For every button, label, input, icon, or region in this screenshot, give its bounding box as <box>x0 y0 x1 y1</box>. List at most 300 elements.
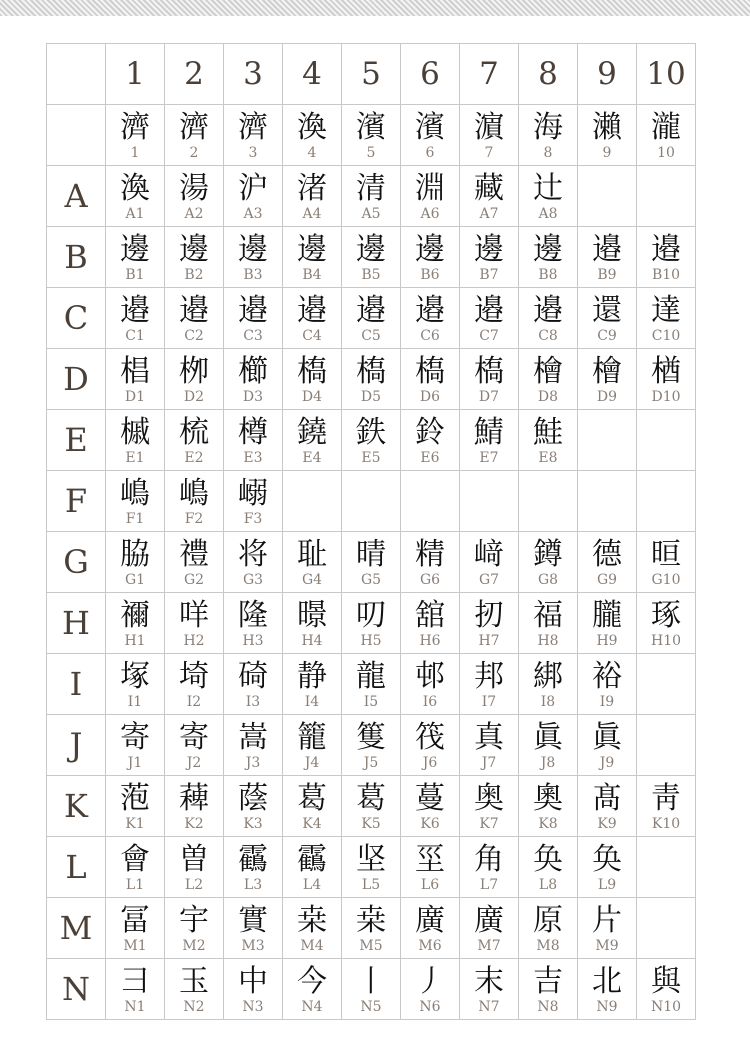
character-glyph: 槗 <box>415 354 445 389</box>
character-glyph: 精 <box>415 537 445 572</box>
character-cell <box>283 288 342 349</box>
character-cell <box>283 776 342 837</box>
character-code: L2 <box>184 877 204 893</box>
character-code: M5 <box>359 938 383 954</box>
character-code: G3 <box>242 572 264 588</box>
character-cell <box>224 227 283 288</box>
character-code: G8 <box>537 572 559 588</box>
character-cell <box>165 898 224 959</box>
character-code: E7 <box>479 450 499 466</box>
character-code: I7 <box>481 694 497 710</box>
character-glyph: 邉 <box>651 232 681 267</box>
character-cell <box>460 288 519 349</box>
character-glyph: 沪 <box>238 171 268 206</box>
character-glyph: 裕 <box>592 659 622 694</box>
character-code: L3 <box>243 877 263 893</box>
character-cell <box>165 837 224 898</box>
character-code: C10 <box>651 328 681 344</box>
character-glyph: 渚 <box>297 171 327 206</box>
character-cell <box>401 471 460 532</box>
character-code: N6 <box>419 999 441 1015</box>
table-row <box>47 593 696 654</box>
character-glyph: 鈴 <box>415 415 445 450</box>
character-glyph: 眞 <box>533 720 563 755</box>
character-code: D2 <box>183 389 205 405</box>
character-cell <box>342 593 401 654</box>
character-glyph: 福 <box>533 598 563 633</box>
character-code: C9 <box>597 328 617 344</box>
character-cell <box>578 471 637 532</box>
character-code: J9 <box>599 755 615 771</box>
character-cell <box>106 959 165 1020</box>
row-header: G <box>47 532 106 593</box>
character-cell <box>165 654 224 715</box>
character-cell <box>106 593 165 654</box>
character-cell <box>224 654 283 715</box>
character-glyph: 邉 <box>592 232 622 267</box>
character-code: G4 <box>301 572 323 588</box>
character-cell <box>637 898 696 959</box>
character-glyph: 蔓 <box>415 781 445 816</box>
character-code: 2 <box>189 145 199 161</box>
character-cell <box>401 715 460 776</box>
character-cell <box>460 959 519 1020</box>
character-glyph: 丨 <box>356 964 386 999</box>
character-cell <box>637 654 696 715</box>
character-glyph: 槗 <box>297 354 327 389</box>
character-code: K8 <box>538 816 558 832</box>
character-cell <box>342 105 401 166</box>
character-glyph: 邨 <box>415 659 445 694</box>
character-cell <box>283 837 342 898</box>
column-header: 2 <box>165 44 224 105</box>
character-glyph: 清 <box>356 171 386 206</box>
character-cell <box>460 410 519 471</box>
character-cell <box>578 349 637 410</box>
character-code: I4 <box>304 694 320 710</box>
character-cell <box>165 410 224 471</box>
character-code: C6 <box>420 328 440 344</box>
character-code: H2 <box>183 633 205 649</box>
character-cell <box>165 349 224 410</box>
character-code: C8 <box>538 328 558 344</box>
character-code: G2 <box>183 572 205 588</box>
character-glyph: 禮 <box>179 537 209 572</box>
character-code: 6 <box>425 145 435 161</box>
character-code: F2 <box>184 511 204 527</box>
character-code: L7 <box>479 877 499 893</box>
character-code: K4 <box>302 816 322 832</box>
character-code: M9 <box>595 938 619 954</box>
character-glyph: 靍 <box>297 842 327 877</box>
character-code: G9 <box>596 572 618 588</box>
character-glyph: 吉 <box>533 964 563 999</box>
character-cell <box>578 105 637 166</box>
character-code: 3 <box>248 145 258 161</box>
character-glyph: 宇 <box>179 903 209 938</box>
character-cell <box>283 166 342 227</box>
character-code: K1 <box>125 816 145 832</box>
character-cell <box>460 349 519 410</box>
character-cell <box>224 837 283 898</box>
character-glyph: 楢 <box>651 354 681 389</box>
character-glyph: 湯 <box>179 171 209 206</box>
character-glyph: 晴 <box>356 537 386 572</box>
character-glyph: 櫛 <box>238 354 268 389</box>
character-cell <box>401 227 460 288</box>
character-glyph: 邉 <box>297 293 327 328</box>
character-cell <box>519 593 578 654</box>
character-glyph: 晅 <box>651 537 681 572</box>
character-cell <box>637 959 696 1020</box>
character-code: H3 <box>242 633 264 649</box>
character-cell <box>519 288 578 349</box>
character-glyph: 實 <box>238 903 268 938</box>
character-glyph: 葛 <box>356 781 386 816</box>
character-cell <box>578 593 637 654</box>
character-code: N3 <box>242 999 264 1015</box>
character-glyph: 脇 <box>120 537 150 572</box>
character-code: C4 <box>302 328 322 344</box>
character-cell <box>460 166 519 227</box>
character-code: D1 <box>124 389 146 405</box>
character-cell <box>401 837 460 898</box>
character-code: B2 <box>184 267 204 283</box>
character-code: H5 <box>360 633 382 649</box>
character-cell <box>342 715 401 776</box>
character-code: M4 <box>300 938 324 954</box>
character-cell <box>283 715 342 776</box>
row-header: D <box>47 349 106 410</box>
character-cell <box>106 105 165 166</box>
character-glyph: 静 <box>297 659 327 694</box>
character-glyph: 丿 <box>415 964 445 999</box>
character-code: I1 <box>127 694 143 710</box>
character-cell <box>637 166 696 227</box>
column-header: 4 <box>283 44 342 105</box>
character-code: B7 <box>479 267 499 283</box>
column-header: 5 <box>342 44 401 105</box>
character-glyph: 邊 <box>533 232 563 267</box>
character-cell <box>106 166 165 227</box>
character-cell <box>106 837 165 898</box>
character-cell <box>224 471 283 532</box>
column-header: 1 <box>106 44 165 105</box>
character-glyph: 邉 <box>179 293 209 328</box>
character-cell <box>519 532 578 593</box>
character-cell <box>519 410 578 471</box>
character-grid <box>46 43 696 1020</box>
character-code: A4 <box>302 206 322 222</box>
character-glyph: 濟 <box>179 110 209 145</box>
character-code: G1 <box>124 572 146 588</box>
character-code: 1 <box>130 145 140 161</box>
character-cell <box>224 532 283 593</box>
character-cell <box>165 288 224 349</box>
character-cell <box>519 105 578 166</box>
character-cell <box>165 105 224 166</box>
character-cell <box>637 288 696 349</box>
character-code: A6 <box>420 206 440 222</box>
character-glyph: 奧 <box>533 781 563 816</box>
character-glyph: 廣 <box>474 903 504 938</box>
character-code: B4 <box>302 267 322 283</box>
character-code: J2 <box>186 755 202 771</box>
column-header: 6 <box>401 44 460 105</box>
character-code: N1 <box>124 999 146 1015</box>
character-glyph: 槭 <box>120 415 150 450</box>
character-cell <box>342 532 401 593</box>
character-cell <box>460 654 519 715</box>
character-cell <box>519 959 578 1020</box>
character-code: A2 <box>184 206 204 222</box>
character-code: C3 <box>243 328 263 344</box>
character-glyph: 邊 <box>415 232 445 267</box>
character-code: M3 <box>241 938 265 954</box>
row-header: E <box>47 410 106 471</box>
character-code: H4 <box>301 633 323 649</box>
character-glyph: 邊 <box>356 232 386 267</box>
table-row <box>47 898 696 959</box>
character-cell <box>401 776 460 837</box>
character-glyph: 耻 <box>297 537 327 572</box>
character-cell <box>460 532 519 593</box>
character-code: 7 <box>484 145 494 161</box>
character-cell <box>578 532 637 593</box>
character-code: A3 <box>243 206 263 222</box>
character-cell <box>401 410 460 471</box>
character-code: F3 <box>243 511 263 527</box>
character-cell <box>519 898 578 959</box>
character-glyph: 朧 <box>592 598 622 633</box>
character-code: D9 <box>596 389 618 405</box>
character-glyph: 扨 <box>474 598 504 633</box>
character-glyph: 片 <box>592 903 622 938</box>
character-cell <box>519 471 578 532</box>
character-glyph: 寄 <box>120 720 150 755</box>
character-glyph: 原 <box>533 903 563 938</box>
character-cell <box>342 471 401 532</box>
top-decorative-band <box>0 0 750 16</box>
character-glyph: 﨑 <box>474 537 504 572</box>
row-header <box>47 105 106 166</box>
character-cell <box>342 349 401 410</box>
character-code: 8 <box>543 145 553 161</box>
character-code: D4 <box>301 389 323 405</box>
character-cell <box>165 166 224 227</box>
character-code: G6 <box>419 572 441 588</box>
character-cell <box>106 471 165 532</box>
character-cell <box>106 776 165 837</box>
row-header: A <box>47 166 106 227</box>
character-glyph: 梳 <box>179 415 209 450</box>
table-row <box>47 410 696 471</box>
character-glyph: 将 <box>238 537 268 572</box>
character-cell <box>342 410 401 471</box>
row-header: B <box>47 227 106 288</box>
character-cell <box>283 227 342 288</box>
character-code: B9 <box>597 267 617 283</box>
character-glyph: 冨 <box>120 903 150 938</box>
character-cell <box>637 410 696 471</box>
character-code: B5 <box>361 267 381 283</box>
character-glyph: 咩 <box>179 598 209 633</box>
row-header: L <box>47 837 106 898</box>
character-glyph: 檜 <box>533 354 563 389</box>
character-cell <box>578 837 637 898</box>
character-cell <box>342 959 401 1020</box>
character-code: D10 <box>651 389 681 405</box>
character-code: I5 <box>363 694 379 710</box>
character-code: C5 <box>361 328 381 344</box>
character-cell <box>224 898 283 959</box>
column-header: 9 <box>578 44 637 105</box>
character-glyph: 瀨 <box>592 110 622 145</box>
character-code: E5 <box>361 450 381 466</box>
row-header: C <box>47 288 106 349</box>
row-header: N <box>47 959 106 1020</box>
character-cell <box>401 898 460 959</box>
character-code: C7 <box>479 328 499 344</box>
character-code: E3 <box>243 450 263 466</box>
character-glyph: 與 <box>651 964 681 999</box>
character-glyph: 鐃 <box>297 415 327 450</box>
character-cell <box>401 288 460 349</box>
character-glyph: 叨 <box>356 598 386 633</box>
character-cell <box>106 715 165 776</box>
character-glyph: 角 <box>474 842 504 877</box>
character-cell <box>519 715 578 776</box>
character-glyph: 暻 <box>297 598 327 633</box>
character-code: H6 <box>419 633 441 649</box>
character-cell <box>460 898 519 959</box>
character-code: B6 <box>420 267 440 283</box>
character-glyph: 德 <box>592 537 622 572</box>
table-row <box>47 227 696 288</box>
character-code: E8 <box>538 450 558 466</box>
character-glyph: 鐏 <box>533 537 563 572</box>
character-code: B3 <box>243 267 263 283</box>
character-cell <box>224 166 283 227</box>
character-glyph: 樽 <box>238 415 268 450</box>
character-cell <box>106 227 165 288</box>
character-glyph: 篗 <box>356 720 386 755</box>
character-code: B8 <box>538 267 558 283</box>
character-cell <box>106 898 165 959</box>
character-glyph: 嶋 <box>179 476 209 511</box>
character-glyph: 奥 <box>474 781 504 816</box>
character-code: C2 <box>184 328 204 344</box>
character-cell <box>283 898 342 959</box>
character-cell <box>460 715 519 776</box>
character-code: D6 <box>419 389 441 405</box>
character-glyph: 葛 <box>297 781 327 816</box>
character-cell <box>519 166 578 227</box>
character-cell <box>165 776 224 837</box>
character-cell <box>401 593 460 654</box>
character-cell <box>460 471 519 532</box>
character-glyph: 渙 <box>120 171 150 206</box>
character-glyph: 奂 <box>592 842 622 877</box>
table-row <box>47 288 696 349</box>
character-cell <box>342 654 401 715</box>
character-cell <box>637 349 696 410</box>
character-code: 9 <box>602 145 612 161</box>
character-glyph: 北 <box>592 964 622 999</box>
character-code: K2 <box>184 816 204 832</box>
character-code: N5 <box>360 999 382 1015</box>
character-glyph: 桒 <box>297 903 327 938</box>
table-row <box>47 959 696 1020</box>
character-code: 4 <box>307 145 317 161</box>
grid-corner <box>47 44 106 105</box>
character-code: N10 <box>650 999 682 1015</box>
character-cell <box>283 349 342 410</box>
character-cell <box>165 959 224 1020</box>
character-glyph: 隆 <box>238 598 268 633</box>
character-code: A8 <box>538 206 558 222</box>
character-glyph: 邊 <box>297 232 327 267</box>
character-code: H9 <box>596 633 618 649</box>
character-cell <box>578 227 637 288</box>
column-header: 3 <box>224 44 283 105</box>
character-cell <box>401 532 460 593</box>
character-code: L8 <box>538 877 558 893</box>
character-glyph: 萢 <box>120 781 150 816</box>
character-cell <box>519 776 578 837</box>
character-code: H7 <box>478 633 500 649</box>
character-glyph: 彐 <box>120 964 150 999</box>
character-cell <box>578 288 637 349</box>
character-glyph: 栁 <box>179 354 209 389</box>
character-code: N7 <box>478 999 500 1015</box>
character-glyph: 檜 <box>592 354 622 389</box>
character-code: I3 <box>245 694 261 710</box>
character-cell <box>342 776 401 837</box>
character-code: 10 <box>657 145 675 161</box>
column-header-row <box>47 44 696 105</box>
character-cell <box>460 227 519 288</box>
character-glyph: 舘 <box>415 598 445 633</box>
character-cell <box>224 410 283 471</box>
column-header: 7 <box>460 44 519 105</box>
character-cell <box>224 349 283 410</box>
character-cell <box>401 959 460 1020</box>
character-glyph: 鮭 <box>533 415 563 450</box>
character-cell <box>224 593 283 654</box>
character-glyph: 濱 <box>356 110 386 145</box>
character-glyph: 槗 <box>356 354 386 389</box>
character-cell <box>460 776 519 837</box>
character-code: K3 <box>243 816 263 832</box>
table-row <box>47 715 696 776</box>
character-glyph: 嶋 <box>120 476 150 511</box>
character-cell <box>342 288 401 349</box>
character-glyph: 鉄 <box>356 415 386 450</box>
character-code: A7 <box>479 206 499 222</box>
character-cell <box>106 288 165 349</box>
character-glyph: 蔭 <box>238 781 268 816</box>
character-code: 5 <box>366 145 376 161</box>
character-glyph: 塚 <box>120 659 150 694</box>
character-code: L4 <box>302 877 322 893</box>
character-glyph: 桒 <box>356 903 386 938</box>
character-cell <box>401 654 460 715</box>
character-glyph: 中 <box>238 964 268 999</box>
character-cell <box>165 471 224 532</box>
column-header: 8 <box>519 44 578 105</box>
character-cell <box>637 593 696 654</box>
